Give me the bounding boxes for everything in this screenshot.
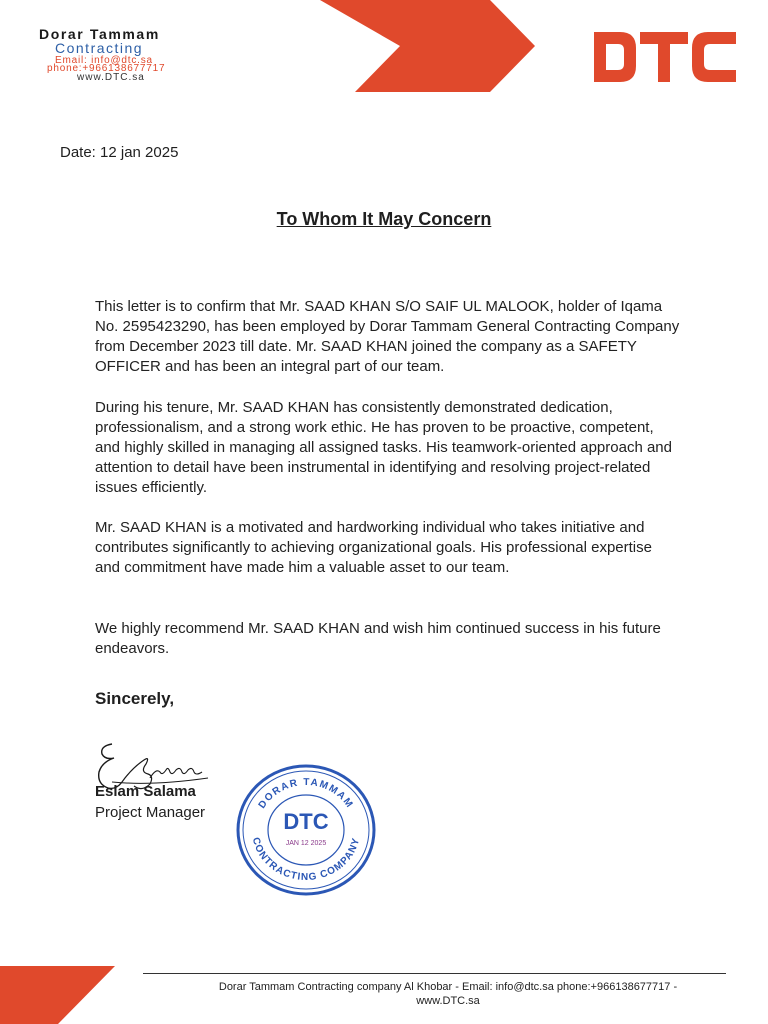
footer-contact [160,980,736,1008]
svg-text:DORAR TAMMAM [257,777,356,811]
signer-title: Project Manager [95,804,206,821]
stamp-center-text: DTC [283,809,329,834]
signer-name: Eslam Salama [95,783,196,800]
company-website: www.DTC.sa [77,72,145,83]
stamp-date-text: JAN 12 2025 [285,840,327,847]
letter-paragraph: Mr. SAAD KHAN is a motivated and hardworking individual who takes initiative and contributes significantly to achieving organizational goals. His professional expertise and commitment have made him a valuable asset to our team. [95,519,652,576]
footer-line-2: www.DTC.sa [416,995,480,1007]
letter-paragraph: During his tenure, Mr. SAAD KHAN has consistently demonstrated dedication, professionalism, and a strong work ethic. He has proven to be proactive, competent, and highly skilled in managing all assigned tasks. His teamwork-oriented approach and attention to detail have been instrumental in identifying and resolving project-related issues efficiently. [95,399,672,496]
company-subtitle: Contracting [55,40,144,56]
letter-heading: To Whom It May Concern [276,209,492,229]
letter-paragraph: This letter is to confirm that Mr. SAAD KHAN S/O SAIF UL MALOOK, holder of Iqama No. 2595423290, has been employed by Dorar Tammam General Contracting Company from December 2023 till date. Mr. SAAD KHAN joined the company as a SAFETY OFFICER and has been an integral part of our team. [95,298,680,375]
company-phone: phone:+966138677717 [47,63,166,74]
company-email: Email: info@dtc.sa [55,55,153,66]
stamp-top-text: DORAR TAMMAM [256,776,356,811]
dtc-logo [590,28,740,86]
letter-date: Date: 12 jan 2025 [60,144,179,161]
closing: Sincerely, [95,689,175,708]
stamp-bottom-text: CONTRACTING COMPANY [249,836,363,884]
footer-triangle [0,966,115,1024]
company-name: Dorar Tammam [39,26,160,42]
footer-divider [143,973,726,974]
footer-line-1: Dorar Tammam Contracting company Al Khobar - Email: info@dtc.sa phone:+966138677717 - [218,981,678,993]
letter-paragraph: We highly recommend Mr. SAAD KHAN and wish him continued success in his future endeavors. [95,620,661,657]
company-stamp [236,763,376,897]
